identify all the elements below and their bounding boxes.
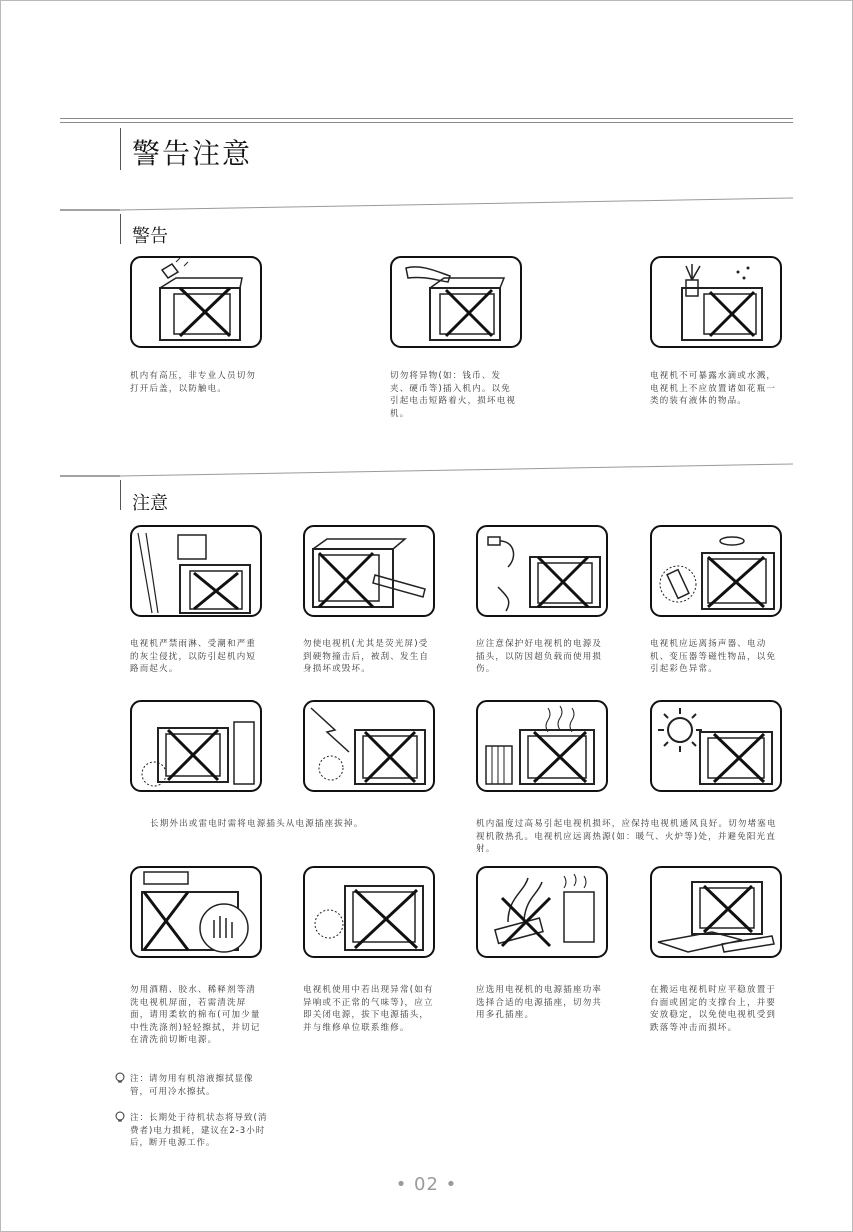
warning-panel-1 (130, 256, 262, 348)
cover-vents-icon (305, 527, 433, 615)
caution-caption-6: 机内温度过高易引起电视机损坏，应保持电视机通风良好。切勿堵塞电视机散热孔。电视机应远离热源(如：暖气、火炉等)处，并避免阳光直射。 (476, 819, 777, 854)
unplug-tv-icon (132, 702, 260, 790)
window-tv-icon (132, 527, 260, 615)
page-title: 警告注意 (132, 137, 253, 170)
caution-caption-9: 勿用酒精、胶水、稀释剂等清洗电视机屏面，若需清洗屏面，请用柔软的棉布(可加少量中性洗涤剂)轻轻擦拭，并切记在清洗前切断电源。 (130, 985, 261, 1045)
page-number-value: 02 (414, 1174, 439, 1195)
note-1-text: 注：请勿用有机溶液擦拭显像管，可用冷水擦拭。 (130, 1074, 254, 1097)
caution-caption-5: 长期外出或雷电时需将电源插头从电源插座拔掉。 (150, 819, 364, 829)
lightning-tv-icon (305, 702, 433, 790)
outlet-overload-icon (478, 868, 606, 956)
caution-panel-7 (476, 700, 608, 792)
page-number-dot-right: • (438, 1174, 458, 1195)
lightbulb-icon (114, 1111, 126, 1123)
lightbulb-icon (114, 1072, 126, 1084)
caution-panel-5 (130, 700, 262, 792)
page-number-dot-left: • (395, 1174, 415, 1195)
metal-objects-tv-icon (392, 258, 520, 346)
caution-caption-1: 电视机严禁雨淋、受潮和严重的灰尘侵扰，以防引起机内短路而起火。 (130, 639, 257, 674)
caution-heading: 注意 (132, 493, 168, 514)
power-plug-icon (478, 527, 606, 615)
caution-caption-10: 电视机使用中若出现异常(如有异响或不正常的气味等)，应立即关闭电源，拔下电源插头，并与维修单位联系维修。 (303, 985, 434, 1033)
header-rule (60, 118, 793, 119)
warning-caption-3: 电视机不可暴露水滴或水溅，电视机上不应放置诸如花瓶一类的装有液体的物品。 (650, 371, 777, 406)
caution-panel-3 (476, 525, 608, 617)
note-1 (130, 1073, 270, 1098)
speaker-magnet-icon (652, 527, 780, 615)
caution-caption-2: 勿使电视机(尤其是荧光屏)受到硬物撞击后，被刮、发生自身损坏或毁坏。 (303, 639, 430, 674)
warning-panel-2 (390, 256, 522, 348)
repair-tv-icon (305, 868, 433, 956)
title-divider (120, 128, 121, 170)
header-rule-2 (60, 122, 793, 123)
warning-section-rule (60, 196, 795, 216)
caution-panel-8 (650, 700, 782, 792)
warning-caption-2: 切勿将异物(如：钱币、发夹、硬币等)插入机内。以免引起电击短路着火，损坏电视机。 (390, 371, 517, 419)
page-number (0, 1174, 853, 1195)
caution-panel-12 (650, 866, 782, 958)
caution-caption-12: 在搬运电视机时应平稳放置于台面或固定的支撑台上，并要安放稳定，以免使电视机受到跌落等冲击而损坏。 (650, 985, 777, 1033)
caution-section-rule (60, 462, 795, 482)
caution-panel-11 (476, 866, 608, 958)
warning-divider (120, 214, 121, 244)
stable-stand-icon (652, 868, 780, 956)
caution-caption-11: 应选用电视机的电源插座功率选择合适的电源插座，切勿共用多孔插座。 (476, 985, 603, 1020)
caution-panel-6 (303, 700, 435, 792)
caution-panel-4 (650, 525, 782, 617)
caution-panel-10 (303, 866, 435, 958)
caution-panel-9 (130, 866, 262, 958)
warning-caption-1: 机内有高压，非专业人员切勿打开后盖，以防触电。 (130, 371, 257, 394)
caution-caption-4: 电视机应远离扬声器、电动机、变压器等磁性物品，以免引起彩色异常。 (650, 639, 777, 674)
vase-on-tv-icon (652, 258, 780, 346)
heater-tv-icon (478, 702, 606, 790)
caution-divider (120, 480, 121, 510)
warning-panel-3 (650, 256, 782, 348)
warning-heading: 警告 (132, 226, 168, 247)
hammer-tv-icon (132, 258, 260, 346)
caution-panel-1 (130, 525, 262, 617)
note-2 (130, 1112, 270, 1150)
caution-caption-3: 应注意保护好电视机的电源及插头，以防因超负载而使用损伤。 (476, 639, 603, 674)
cleaning-tv-icon (132, 868, 260, 956)
caution-panel-2 (303, 525, 435, 617)
note-2-text: 注：长期处于待机状态将导致(消费者)电力损耗，建议在2-3小时后，断开电源工作。 (130, 1113, 268, 1148)
sunlight-tv-icon (652, 702, 780, 790)
